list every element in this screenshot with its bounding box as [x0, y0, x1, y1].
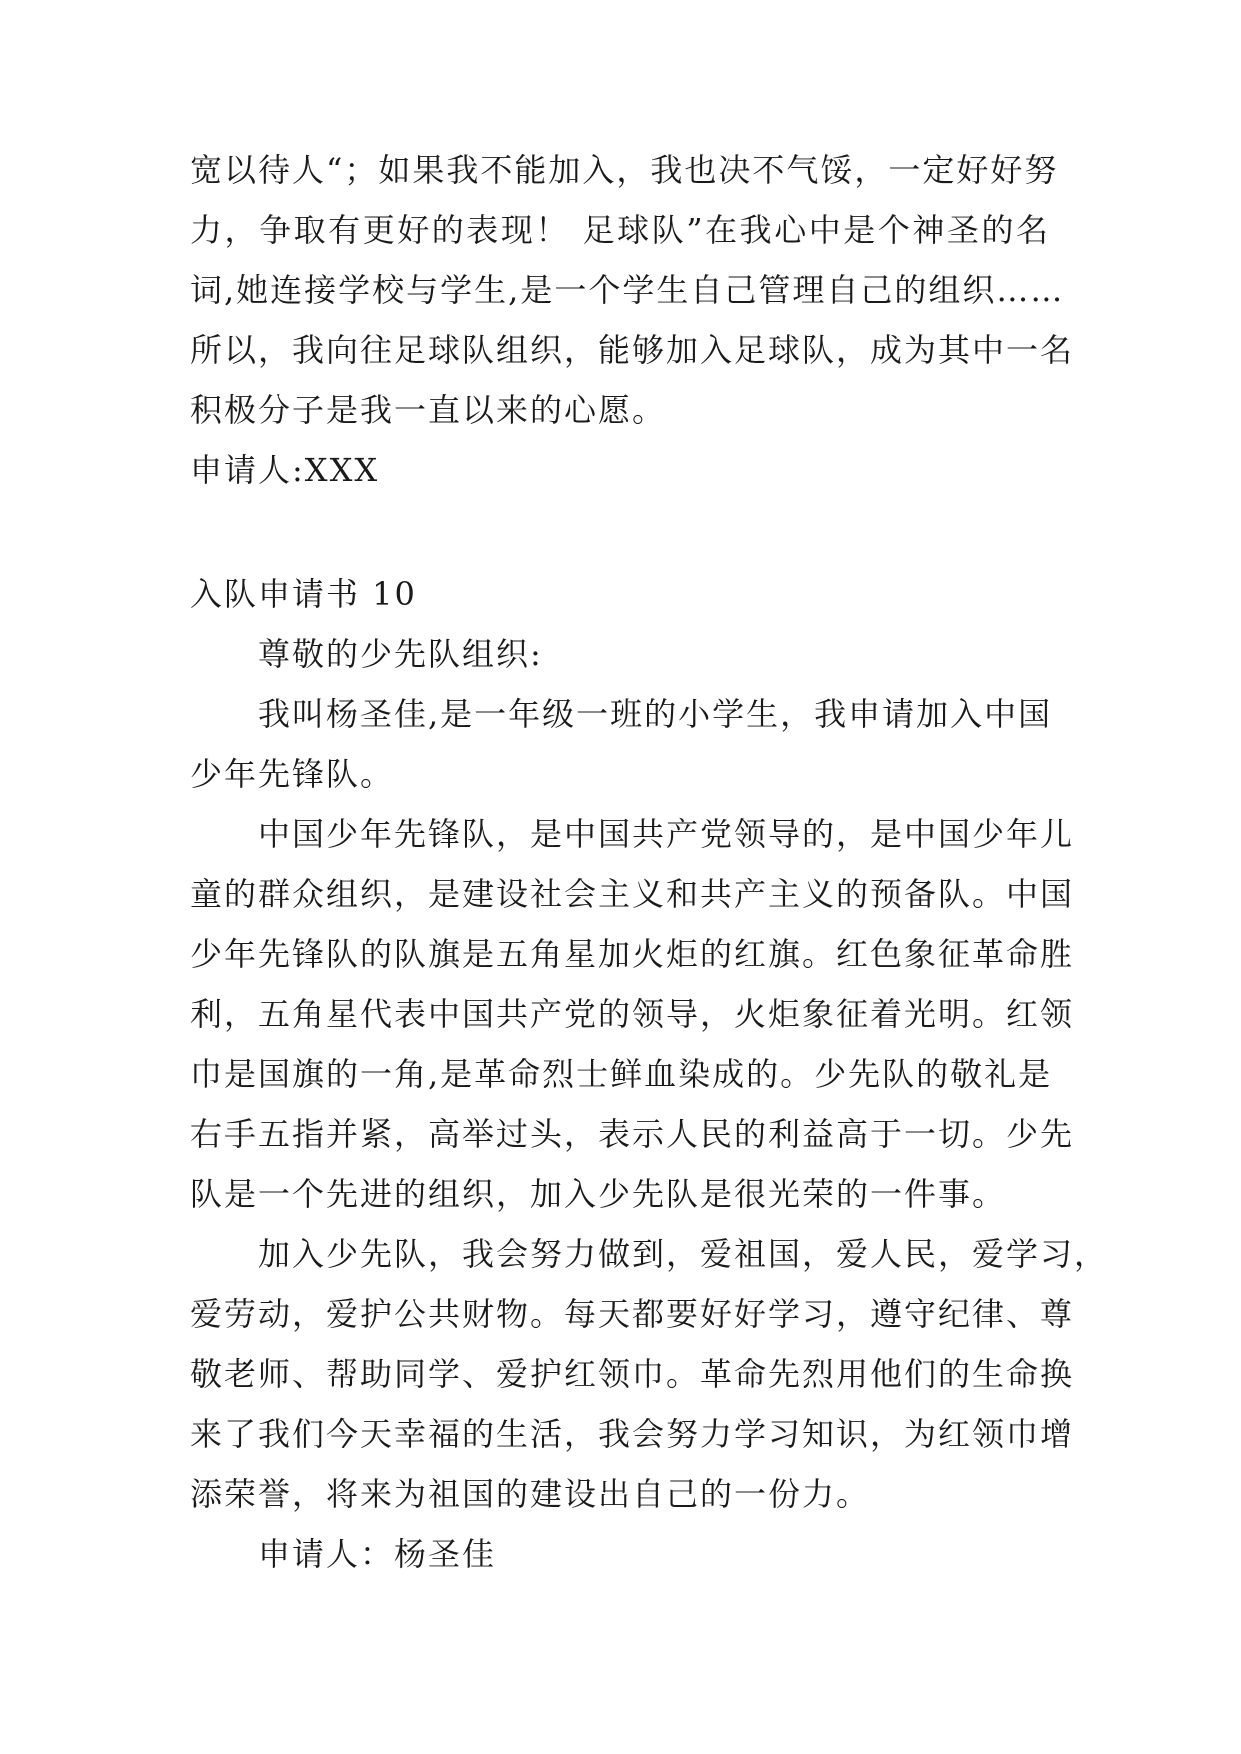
intro-line-5: 积极分子是我一直以来的心愿。	[190, 391, 667, 429]
para2-line-7: 队是一个先进的组织，加入少先队是很光荣的一件事。	[190, 1175, 1007, 1213]
para2-line-4: 利，五角星代表中国共产党的领导，火炬象征着光明。红领	[190, 995, 1075, 1033]
section-title: 入队申请书 10	[190, 575, 417, 613]
intro-line-2: 力，争取有更好的表现！ 足球队”在我心中是个神圣的名	[190, 211, 1050, 249]
para2-line-5: 巾是国旗的一角,是革命烈士鲜血染成的。少先队的敬礼是	[190, 1055, 1053, 1093]
para2-line-2: 童的群众组织，是建设社会主义和共产主义的预备队。中国	[190, 875, 1075, 913]
para3-line-1: 加入少先队，我会努力做到，爱祖国，爱人民，爱学习，	[258, 1235, 1109, 1273]
para3-line-4: 来了我们今天幸福的生活，我会努力学习知识，为红领巾增	[190, 1415, 1075, 1453]
signature-1: 申请人:XXX	[190, 451, 380, 489]
para2-line-1: 中国少年先锋队，是中国共产党领导的，是中国少年儿	[258, 815, 1075, 853]
para2-line-3: 少年先锋队的队旗是五角星加火炬的红旗。红色象征革命胜	[190, 935, 1075, 973]
para1-line-2: 少年先锋队。	[190, 755, 395, 793]
intro-line-1: 宽以待人“；如果我不能加入，我也决不气馁，一定好好努	[190, 151, 1059, 189]
para3-line-2: 爱劳动，爱护公共财物。每天都要好好学习，遵守纪律、尊	[190, 1295, 1075, 1333]
para3-line-5: 添荣誉，将来为祖国的建设出自己的一份力。	[190, 1475, 871, 1513]
intro-line-3: 词,她连接学校与学生,是一个学生自己管理自己的组织……	[190, 271, 1065, 309]
para1-line-1: 我叫杨圣佳,是一年级一班的小学生，我申请加入中国	[258, 695, 1053, 733]
signature-2: 申请人：杨圣佳	[258, 1535, 497, 1573]
salutation: 尊敬的少先队组织:	[258, 635, 543, 673]
intro-line-4: 所以，我向往足球队组织，能够加入足球队，成为其中一名	[190, 331, 1075, 369]
para2-line-6: 右手五指并紧，高举过头，表示人民的利益高于一切。少先	[190, 1115, 1075, 1153]
para3-line-3: 敬老师、帮助同学、爱护红领巾。革命先烈用他们的生命换	[190, 1355, 1075, 1393]
